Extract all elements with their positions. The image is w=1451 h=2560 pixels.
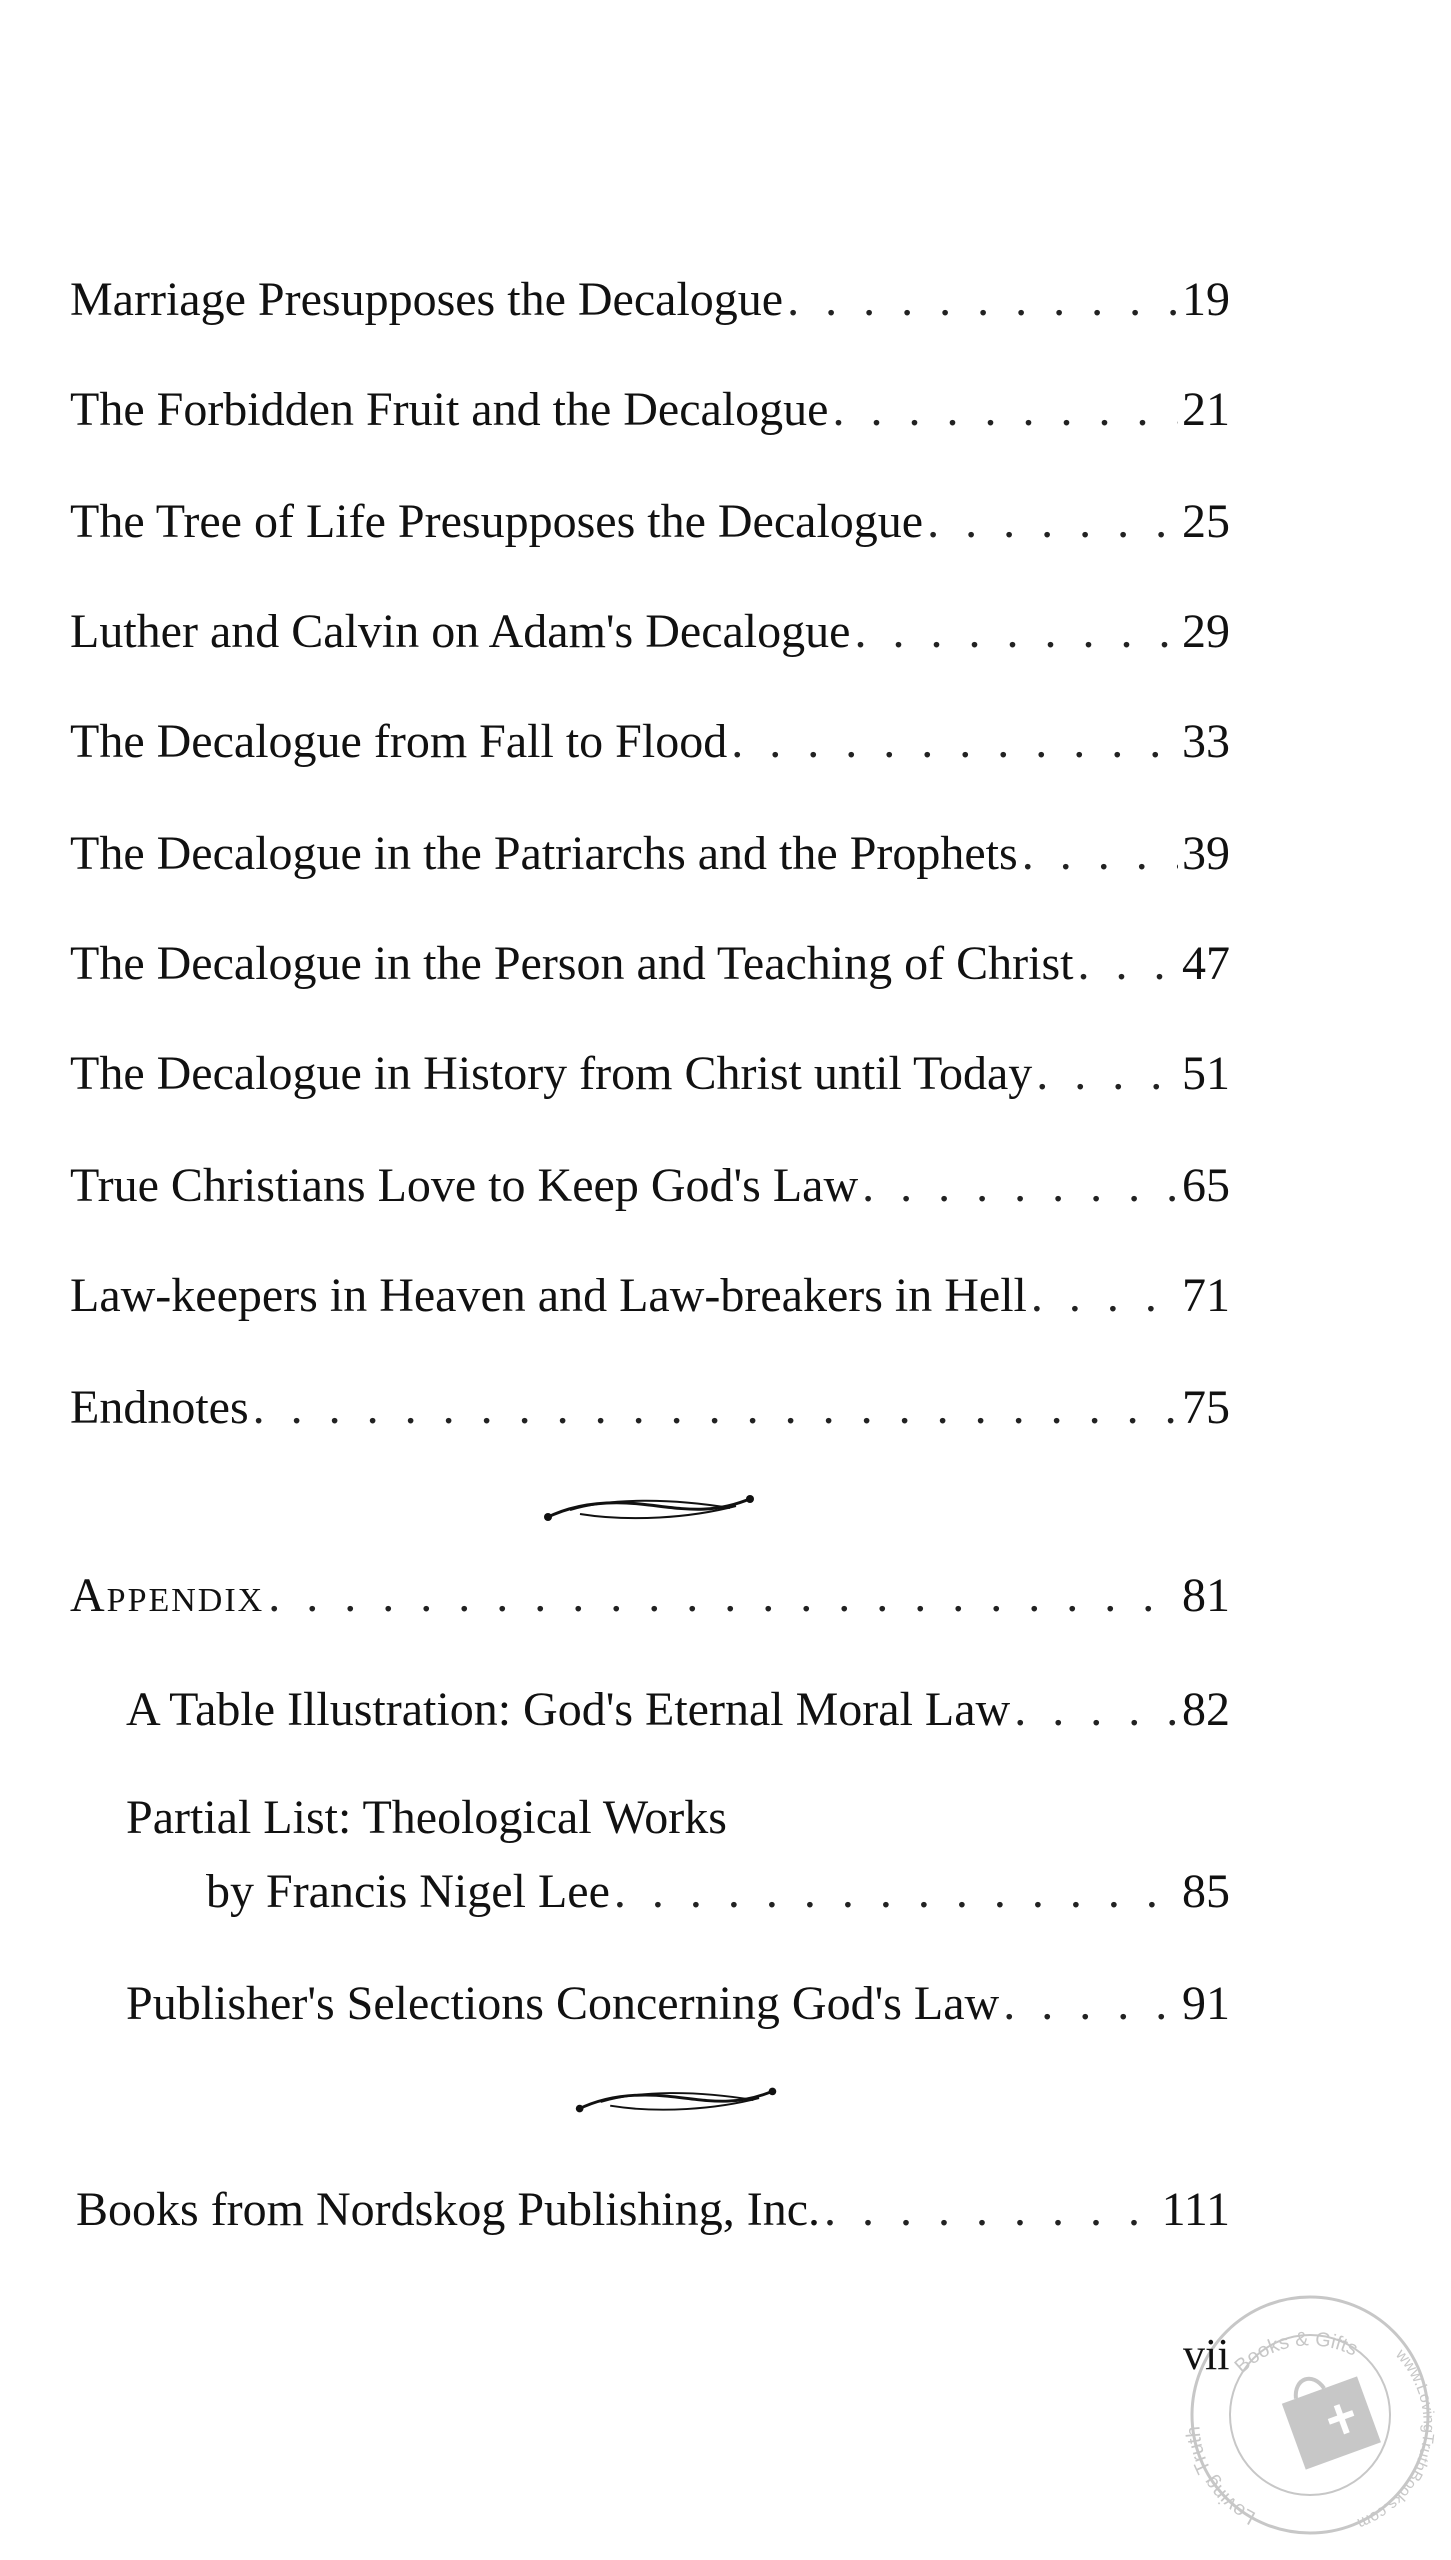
leader-dots: [1036, 1046, 1178, 1102]
toc-entry-title: Marriage Presupposes the Decalogue: [70, 273, 784, 326]
leader-dots: [1077, 936, 1178, 992]
leader-dots: [832, 382, 1178, 438]
toc-entry-page: 19: [1182, 273, 1230, 326]
watermark-text-top: Books & Gifts: [1230, 2328, 1361, 2378]
toc-entry[interactable]: [70, 714, 1230, 770]
leader-dots: [862, 1158, 1178, 1214]
leader-dots: [1022, 826, 1178, 882]
toc-entry-title: Luther and Calvin on Adam's Decalogue: [70, 605, 851, 658]
toc-entry-page: 51: [1182, 1047, 1230, 1100]
toc-appendix-item[interactable]: [126, 1682, 1230, 1738]
toc-entry[interactable]: [70, 1268, 1230, 1324]
leader-dots: [1031, 1268, 1178, 1324]
toc-entry-page: 81: [1182, 1569, 1230, 1622]
toc-entry-title: The Forbidden Fruit and the Decalogue: [70, 383, 829, 436]
toc-entry-page: 85: [1182, 1865, 1230, 1918]
toc-entry-page: 91: [1182, 1977, 1230, 2030]
toc-entry-title: Books from Nordskog Publishing, Inc.: [76, 2183, 820, 2236]
toc-entry[interactable]: [70, 272, 1230, 328]
leader-dots: [268, 1568, 1178, 1624]
toc-entry-page: 21: [1182, 383, 1230, 436]
leader-dots: [1003, 1976, 1178, 2032]
toc-appendix[interactable]: [70, 1568, 1230, 1624]
toc-entry-page: 33: [1182, 715, 1230, 768]
toc-entry-title: The Tree of Life Presupposes the Decalogue: [70, 495, 924, 548]
toc-entry-title: Endnotes: [70, 1381, 249, 1434]
toc-entry-title: The Decalogue from Fall to Flood: [70, 715, 728, 768]
swash-ornament: [572, 2080, 782, 2120]
toc-entry-title: Law-keepers in Heaven and Law-breakers in Hell: [70, 1269, 1027, 1322]
leader-dots: [1014, 1682, 1178, 1738]
toc-entry-title-line1[interactable]: Partial List: Theological Works: [126, 1791, 727, 1844]
toc-entry-title: The Decalogue in the Patriarchs and the Prophets: [70, 827, 1018, 880]
toc-entry-page: 25: [1182, 495, 1230, 548]
toc-entry-page: 39: [1182, 827, 1230, 880]
leader-dots: [731, 714, 1178, 770]
leader-dots: [824, 2182, 1158, 2238]
toc-entry[interactable]: [70, 1046, 1230, 1102]
toc-entry[interactable]: [70, 494, 1230, 550]
toc-entry-page: 111: [1161, 2183, 1230, 2236]
leader-dots: [253, 1380, 1178, 1436]
leader-dots: [614, 1864, 1178, 1920]
toc-entry-title: A Table Illustration: God's Eternal Moral Law: [126, 1683, 1011, 1736]
toc-entry-title: True Christians Love to Keep God's Law: [70, 1159, 859, 1212]
swash-ornament: [540, 1488, 760, 1528]
toc-entry-title: The Decalogue in the Person and Teaching of Christ: [70, 937, 1074, 990]
toc-entry[interactable]: [70, 1380, 1230, 1436]
toc-appendix-item[interactable]: [206, 1864, 1230, 1920]
toc-entry[interactable]: [70, 1158, 1230, 1214]
toc-entry-page: 65: [1182, 1159, 1230, 1212]
leader-dots: [854, 604, 1178, 660]
page-number: vii: [1183, 2330, 1230, 2379]
toc-appendix-item[interactable]: [126, 1976, 1230, 2032]
leader-dots: [927, 494, 1178, 550]
toc-entry-title-line2: by Francis Nigel Lee: [206, 1865, 610, 1918]
toc-entry-page: 82: [1182, 1683, 1230, 1736]
toc-entry[interactable]: [70, 382, 1230, 438]
toc-entry-page: 47: [1182, 937, 1230, 990]
toc-entry[interactable]: [70, 936, 1230, 992]
leader-dots: [787, 272, 1178, 328]
watermark-text-left: Loving Truth: [1182, 2425, 1260, 2529]
appendix-heading: Appendix: [70, 1569, 265, 1622]
gift-bag-icon: [1277, 2362, 1381, 2469]
toc-final-entry[interactable]: [76, 2182, 1230, 2238]
toc-entry-page: 29: [1182, 605, 1230, 658]
toc-entry-title: Publisher's Selections Concerning God's Law: [126, 1977, 1000, 2030]
watermark-stamp: [1180, 2275, 1440, 2545]
toc-entry-page: 75: [1182, 1381, 1230, 1434]
toc-entry-title: The Decalogue in History from Christ until Today: [70, 1047, 1033, 1100]
watermark-text-right: www.LovingTruthBooks.com: [1354, 2346, 1437, 2532]
toc-entry[interactable]: [70, 604, 1230, 660]
toc-entry[interactable]: [70, 826, 1230, 882]
toc-entry-page: 71: [1182, 1269, 1230, 1322]
